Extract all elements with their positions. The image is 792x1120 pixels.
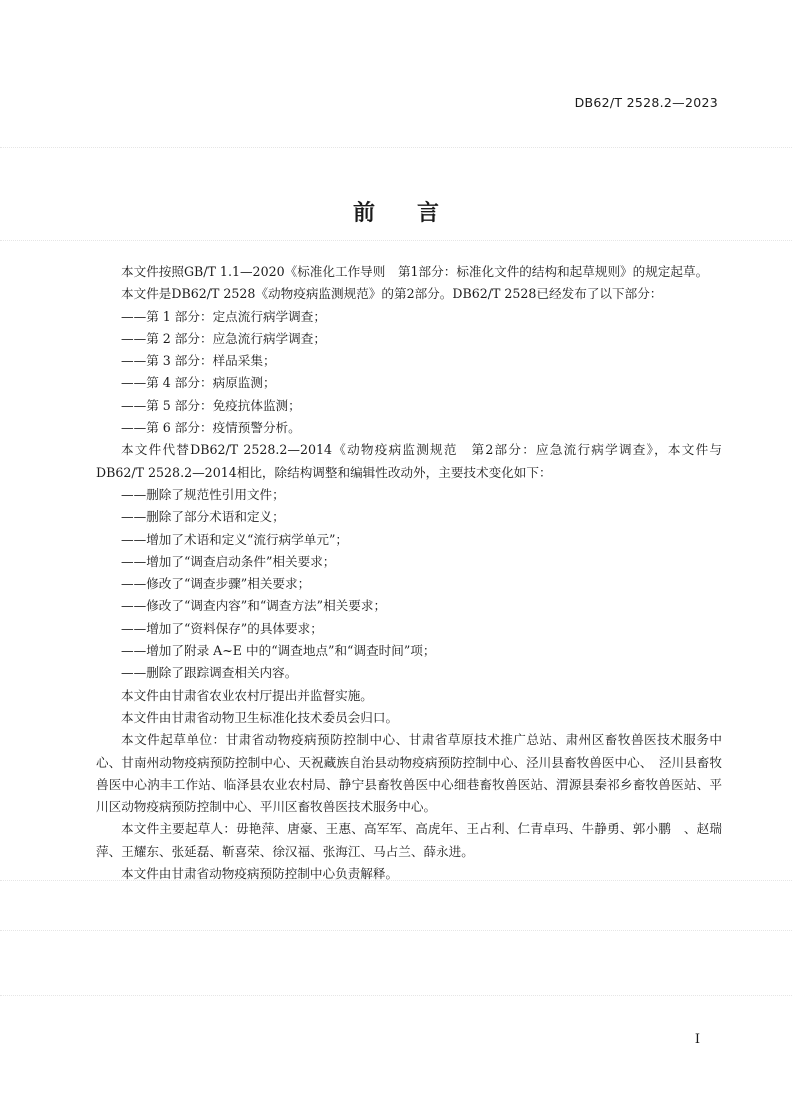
list-item-part-5: ——第 5 部分：免疫抗体监测； xyxy=(121,397,301,413)
paragraph-replacement: 本文件代替DB62/T 2528.2—2014《动物疫病监测规范 第2部分：应急流行病学调查》，本文件与DB62/T 2528.2—2014相比，除结构调整和编辑性改动外，主要技术变化如下： xyxy=(96,442,722,480)
list-item-change: ——增加了术语和定义“流行病学单元”； xyxy=(121,531,348,547)
list-item-change: ——删除了部分术语和定义； xyxy=(121,509,285,525)
page-title: 前言 xyxy=(352,201,481,226)
list-item-change: ——删除了跟踪调查相关内容。 xyxy=(121,665,298,681)
list-item-part-6: ——第 6 部分：疫情预警分析。 xyxy=(121,420,301,436)
list-item-part-1: ——第 1 部分：定点流行病学调查； xyxy=(121,308,326,324)
list-item-change: ——增加了附录 A~E 中的“调查地点”和“调查时间”项； xyxy=(121,643,436,659)
paragraph-committee: 本文件由甘肃省动物卫生标准化技术委员会归口。 xyxy=(121,709,399,725)
scan-artifact-line xyxy=(0,930,792,931)
list-item-part-4: ——第 4 部分：病原监测； xyxy=(121,375,276,391)
paragraph-proposer: 本文件由甘肃省农业农村厅提出并监督实施。 xyxy=(121,687,373,703)
document-code: DB62/T 2528.2—2023 xyxy=(574,95,718,110)
foreword-body xyxy=(96,261,722,885)
list-item-part-3: ——第 3 部分：样品采集； xyxy=(121,353,276,369)
scan-artifact-line xyxy=(0,147,792,148)
list-item-change: ——修改了“调查步骤”相关要求； xyxy=(121,576,311,592)
list-item-change: ——增加了“调查启动条件”相关要求； xyxy=(121,553,336,569)
scan-artifact-line xyxy=(0,995,792,996)
paragraph-drafters: 本文件主要起草人：毋艳萍、唐豪、王惠、高军军、高虎年、王占利、仁青卓玛、牛静勇、郭小鹏 、赵瑞萍、王耀东、张延磊、靳喜荣、徐汉福、张海江、马占兰、薛永进。 xyxy=(96,821,722,859)
paragraph-drafting-rules: 本文件按照GB/T 1.1—2020《标准化工作导则 第1部分：标准化文件的结构和起草规则》的规定起草。 xyxy=(121,264,709,279)
scan-artifact-line xyxy=(0,240,792,241)
paragraph-interpretation: 本文件由甘肃省动物疫病预防控制中心负责解释。 xyxy=(121,866,399,882)
list-item-change: ——修改了“调查内容”和“调查方法”相关要求； xyxy=(121,598,387,614)
paragraph-series-parts: 本文件是DB62/T 2528《动物疫病监测规范》的第2部分。DB62/T 2528已经发布了以下部分： xyxy=(121,286,663,302)
list-item-change: ——增加了“资料保存”的具体要求； xyxy=(121,620,323,636)
list-item-change: ——删除了规范性引用文件； xyxy=(121,486,285,502)
page-number: I xyxy=(694,1032,700,1047)
list-item-part-2: ——第 2 部分：应急流行病学调查； xyxy=(121,330,326,346)
paragraph-drafting-units: 本文件起草单位：甘肃省动物疫病预防控制中心、甘肃省草原技术推广总站、肃州区畜牧兽医技术服务中心、甘南州动物疫病预防控制中心、天祝藏族自治县动物疫病预防控制中心、泾川县畜牧兽医中心、 泾川县畜牧兽医中心汭丰工作站、临泽县农业农村局、静宁县畜牧兽医中心细巷畜牧兽医站、渭源县秦祁乡畜牧兽医站、平川区动物疫病预防控制中心、平川区畜牧兽医技术服务中心。 xyxy=(96,732,722,815)
